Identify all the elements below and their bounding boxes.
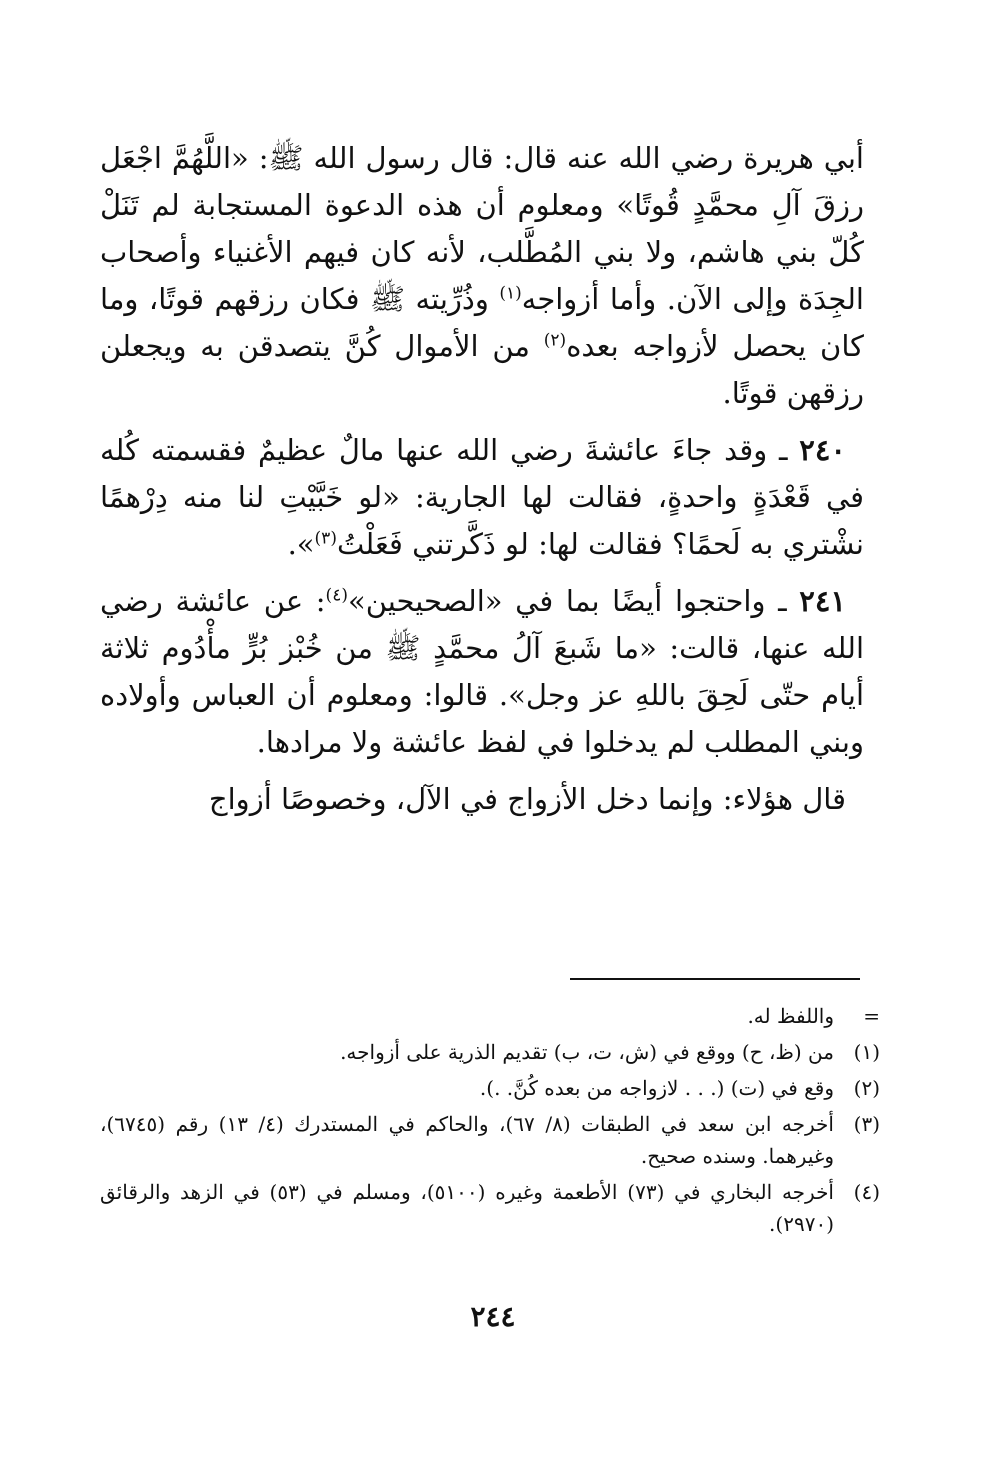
footnote-mark: (٤) (853, 1180, 880, 1204)
paragraph-4 (100, 776, 864, 823)
footnote-divider (570, 978, 860, 980)
footnote-text: وقع في (ت) (. . . لازواجه من بعده كُنَّ. .). (479, 1076, 834, 1100)
footnote-text: أخرجه البخاري في (٧٣) الأطعمة وغيره (٥١٠٠)، ومسلم في (٥٣) في الزهد والرقائق (٢٩٧٠). (100, 1180, 834, 1236)
paragraph-4-text: قال هؤلاء: وإنما دخل الأزواج في الآل، وخصوصًا أزواج (208, 782, 846, 816)
footnote-mark: (٣) (853, 1112, 880, 1136)
paragraph-1-text-c: من الأموال كُنَّ يتصدقن به ويجعلن رزقهن قوتًا. (100, 329, 864, 410)
paragraph-241-text-a: ـ واحتجوا أيضًا بما في «الصحيحين» (347, 584, 800, 618)
footnote-continuation (100, 1000, 880, 1032)
footnote-text: واللفظ له. (747, 1004, 834, 1028)
footnote-ref-1[interactable]: (١) (499, 283, 522, 304)
paragraph-240 (100, 427, 864, 568)
paragraph-241-text-b: : عن عائشة رضي الله عنها، قالت: «ما شَبعَ آلُ محمَّدٍ ﷺ من خُبْز بُرٍّ مأْدُوم ثلاثة أيام حتّى لَحِقَ باللهِ عز وجل». قالوا: ومعلوم أن العباس وأولاده وبني المطلب لم يدخلوا في لفظ عائشة ولا مرادها. (100, 584, 864, 759)
footnote-1 (100, 1036, 880, 1068)
footnote-mark: (٢) (853, 1076, 880, 1100)
footnote-4 (100, 1176, 880, 1240)
item-number-241: ٢٤١ (799, 584, 846, 618)
paragraph-240-text: ـ وقد جاءَ عائشةَ رضي الله عنها مالٌ عظيمٌ فقسمته كُله في قَعْدَةٍ واحدةٍ، فقالت لها الجارية: «لو خَبَّيْتِ لنا منه دِرْهمًا نشْتري به لَحمًا؟ فقالت لها: لو ذَكَّرتني فَعَلْتُ (100, 433, 864, 561)
footnote-ref-3[interactable]: (٣) (314, 528, 337, 549)
paragraph-241 (100, 578, 864, 766)
page-number: ٢٤٤ (470, 1300, 516, 1333)
main-text (100, 135, 864, 833)
footnote-mark: (١) (853, 1040, 880, 1064)
footnote-text: من (ظ، ح) ووقع في (ش، ت، ب) تقديم الذرية على أزواجه. (340, 1040, 834, 1064)
paragraph-1 (100, 135, 864, 417)
footnote-text: أخرجه ابن سعد في الطبقات (٨/ ٦٧)، والحاكم في المستدرك (٤/ ١٣) رقم (٦٧٤٥)، وغيرهما. وسنده صحيح. (100, 1112, 834, 1168)
paragraph-240-end: ». (287, 527, 315, 561)
item-number-240: ٢٤٠ (799, 433, 846, 467)
footnotes-section (100, 1000, 880, 1244)
footnote-3 (100, 1108, 880, 1172)
paragraph-1-text-b: وذُرِّيته ﷺ فكان رزقهم قوتًا، وما كان يحصل لأزواجه بعده (100, 282, 864, 363)
paragraph-1-text-a: أبي هريرة رضي الله عنه قال: قال رسول الله ﷺ: «اللَّهُمَّ اجْعَل رزقَ آلِ محمَّدٍ قُوتًا» ومعلوم أن هذه الدعوة المستجابة لم تَنَلْ كُلّ بني هاشم، ولا بني المُطَّلب، لأنه كان فيهم الأغنياء وأصحاب الجِدَة وإلى الآن. وأما أزواجه (100, 141, 864, 316)
footnote-2 (100, 1072, 880, 1104)
footnote-ref-4[interactable]: (٤) (325, 585, 348, 606)
footnote-ref-2[interactable]: (٢) (543, 330, 567, 351)
footnote-mark: = (863, 1004, 880, 1028)
